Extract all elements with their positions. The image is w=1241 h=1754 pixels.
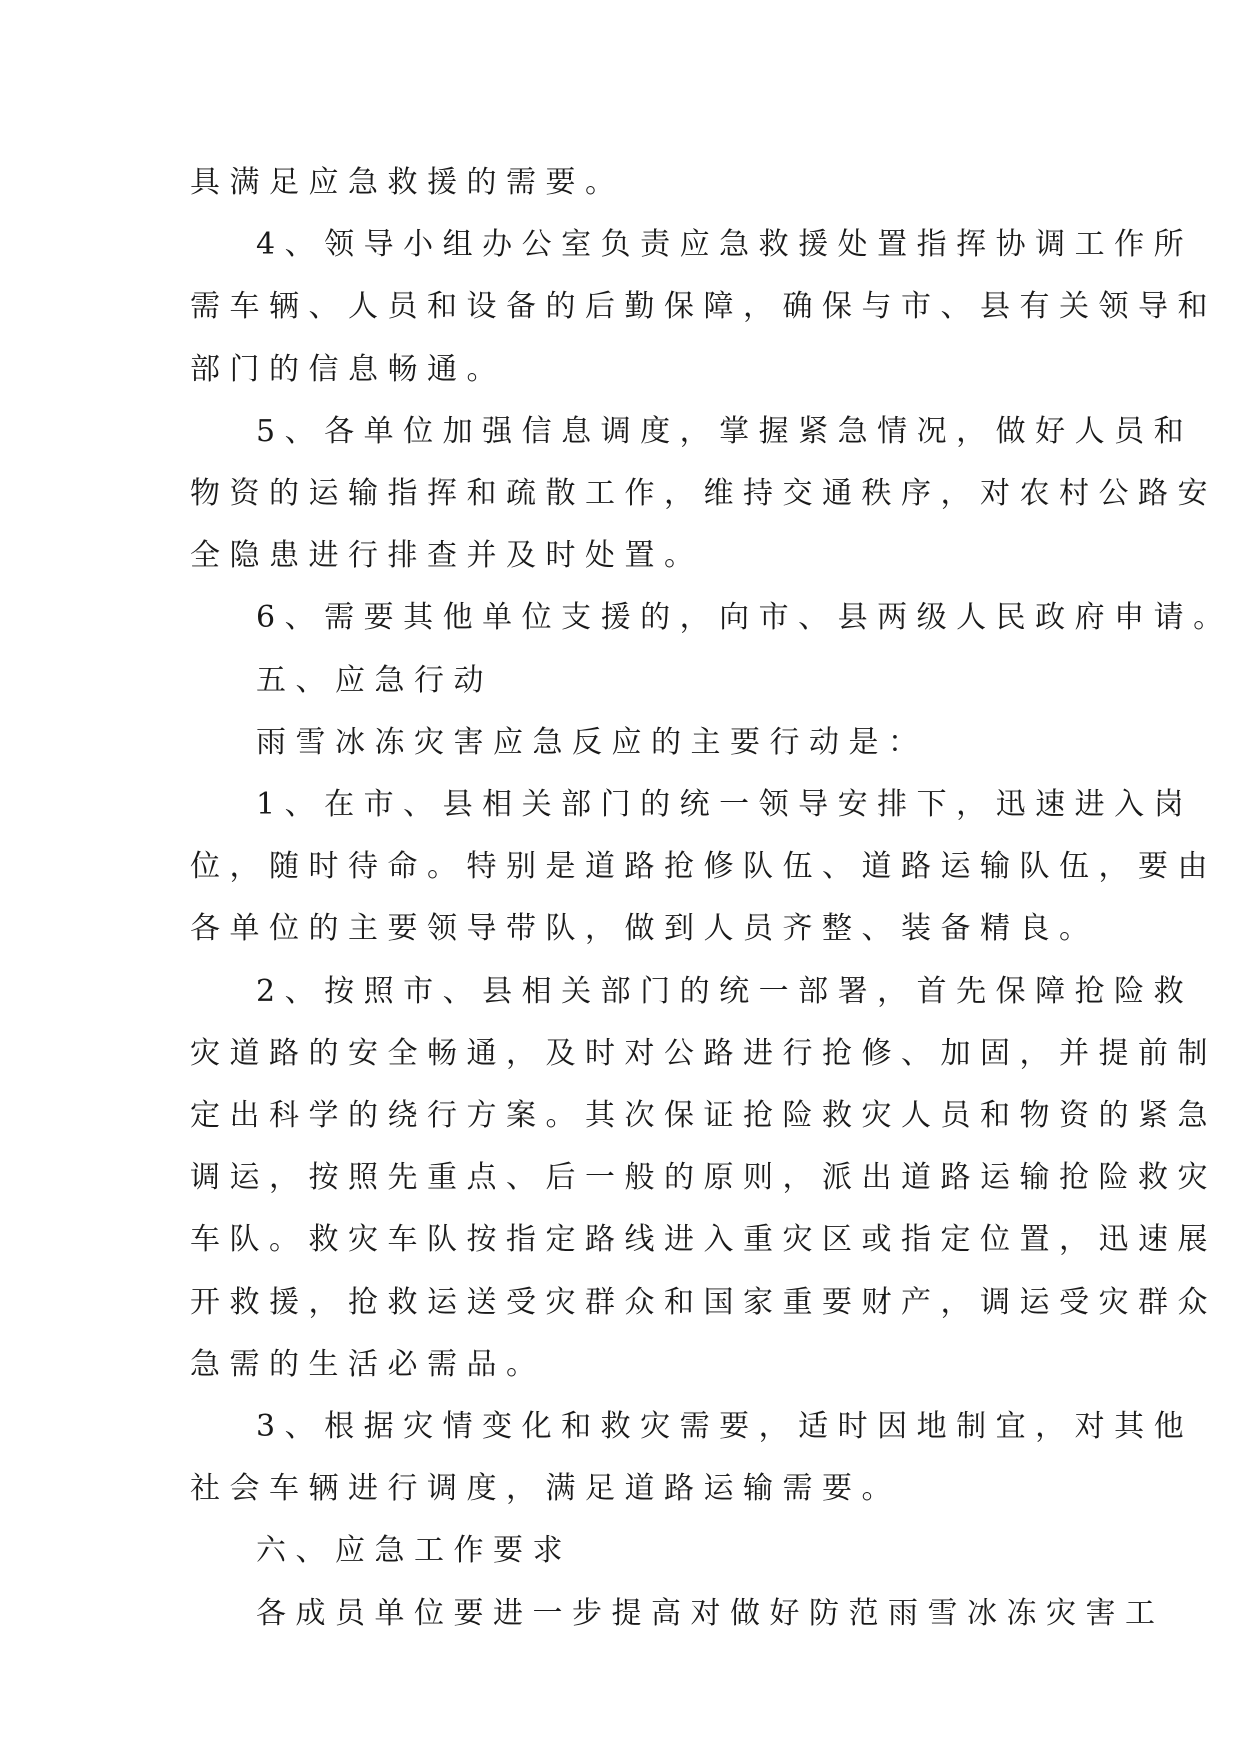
text-line: 灾道路的安全畅通，及时对公路进行抢修、加固，并提前制: [190, 1035, 1217, 1071]
text-line: 社会车辆进行调度，满足道路运输需要。: [190, 1471, 901, 1507]
text-line: 1、在市、县相关部门的统一领导安排下，迅速进入岗: [256, 787, 1194, 823]
text-line: 3、根据灾情变化和救灾需要，适时因地制宜，对其他: [256, 1409, 1194, 1445]
text-line: 位，随时待命。特别是道路抢修队伍、道路运输队伍，要由: [190, 849, 1217, 885]
text-line: 定出科学的绕行方案。其次保证抢险救灾人员和物资的紧急: [190, 1098, 1217, 1134]
text-line: 物资的运输指挥和疏散工作，维持交通秩序，对农村公路安: [190, 476, 1217, 512]
text-line: 5、各单位加强信息调度，掌握紧急情况，做好人员和: [256, 413, 1194, 449]
text-line: 开救援，抢救运送受灾群众和国家重要财产，调运受灾群众: [190, 1284, 1217, 1320]
text-line: 6、需要其他单位支援的，向市、县两级人民政府申请。: [256, 600, 1233, 636]
text-line: 调运，按照先重点、后一般的原则，派出道路运输抢险救灾: [190, 1160, 1217, 1196]
text-line: 各单位的主要领导带队，做到人员齐整、装备精良。: [190, 911, 1099, 947]
text-line: 车队。救灾车队按指定路线进入重灾区或指定位置，迅速展: [190, 1222, 1217, 1258]
text-line: 2、按照市、县相关部门的统一部署，首先保障抢险救: [256, 973, 1194, 1009]
section-heading: 五、应急行动: [256, 662, 493, 698]
text-line: 雨雪冰冻灾害应急反应的主要行动是：: [256, 724, 928, 760]
text-line: 各成员单位要进一步提高对做好防范雨雪冰冻灾害工: [256, 1595, 1165, 1631]
text-line: 4、领导小组办公室负责应急救援处置指挥协调工作所: [256, 227, 1194, 263]
text-line: 急需的生活必需品。: [190, 1346, 546, 1382]
document-body: [190, 152, 1233, 1645]
text-line: 全隐患进行排查并及时处置。: [190, 538, 704, 574]
text-line: 部门的信息畅通。: [190, 351, 506, 387]
text-line: 具满足应急救援的需要。: [190, 165, 625, 200]
section-heading: 六、应急工作要求: [256, 1533, 572, 1569]
text-line: 需车辆、人员和设备的后勤保障，确保与市、县有关领导和: [190, 289, 1217, 325]
